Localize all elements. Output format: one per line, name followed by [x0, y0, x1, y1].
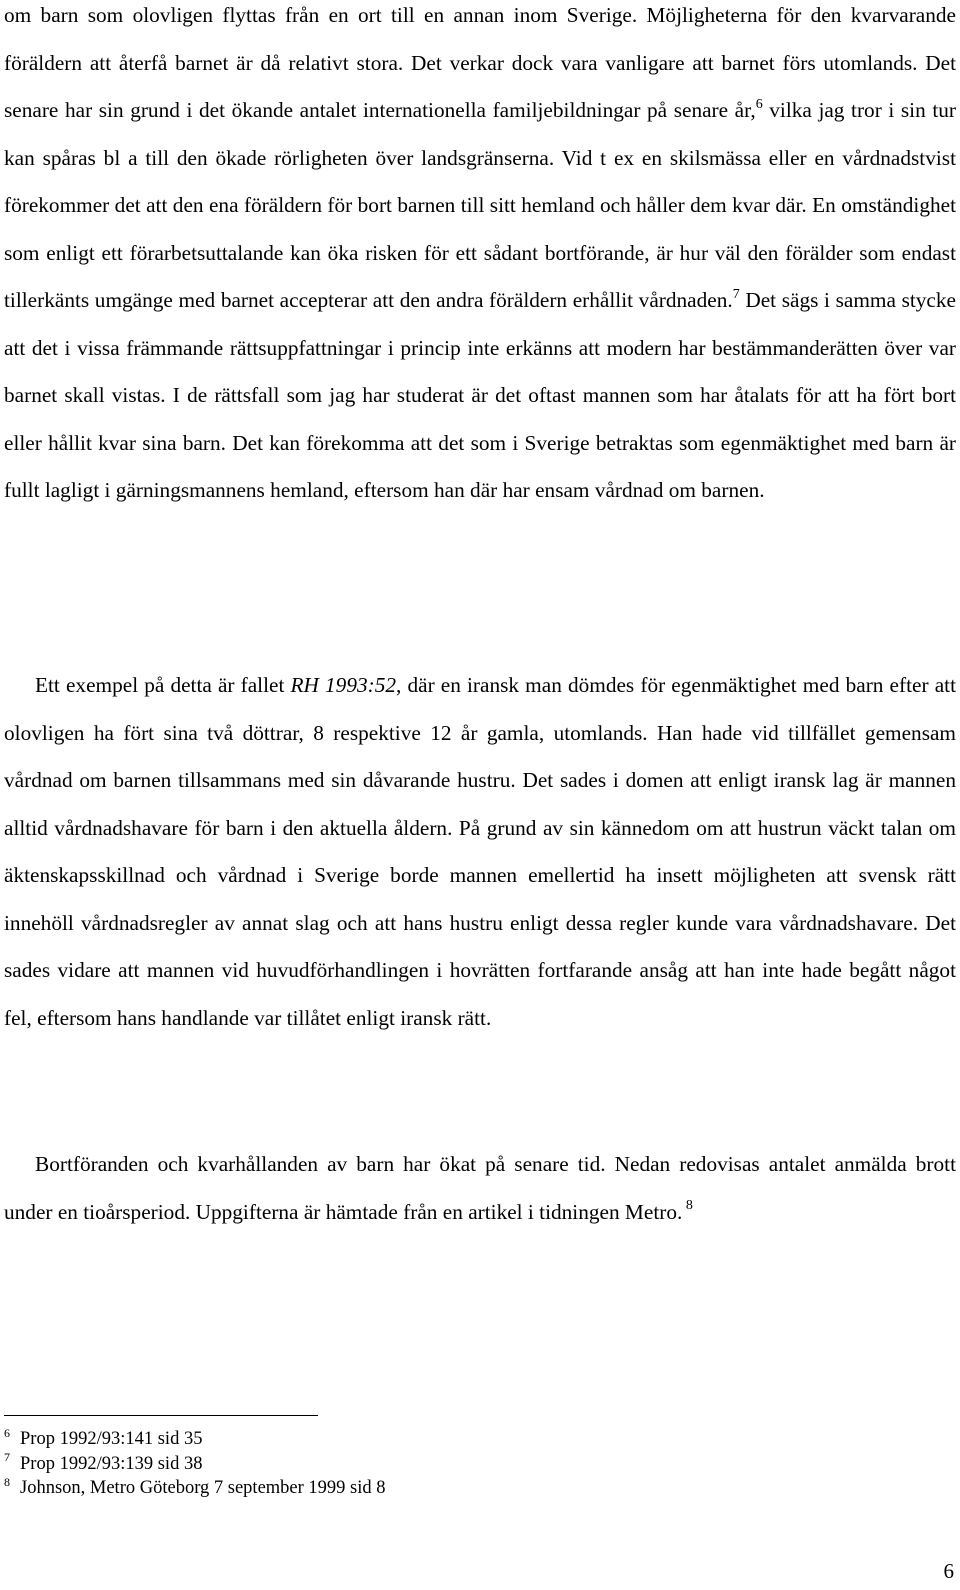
footnote-text: Prop 1992/93:141 sid 35: [20, 1429, 203, 1449]
footnotes: [4, 1427, 704, 1501]
footnote-text: Prop 1992/93:139 sid 38: [20, 1453, 203, 1474]
footnote-separator: [4, 1415, 318, 1416]
text-segment: Det sägs i samma stycke att det i vissa främmande rättsuppfattningar i princip inte erkänns att modern har bestämmanderätten över var barnet skall vistas. I de rättsfall som jag har studerat är det oftast mannen som har åtalats för att ha fört bort eller hållit kvar sina barn. Det kan förekomma att det som i Sverige betraktas som egenmäktighet med barn är fullt lagligt i gärningsmannens hemland, eftersom han där har ensam vårdnad om barnen.: [4, 288, 956, 502]
page-number: 6: [943, 1559, 954, 1583]
footnote-text: Johnson, Metro Göteborg 7 september 1999 sid 8: [20, 1478, 386, 1498]
footnote-6: 6 Prop 1992/93:141 sid 35: [4, 1425, 203, 1449]
body-paragraph-2: [4, 662, 956, 1042]
text-segment: vilka jag tror i sin tur kan spåras bl a till den ökade rörligheten över landsgränserna. Vid t ex en skilsmässa eller en vårdnadstvist förekommer det att den ena föräldern för bort barnen till sitt hemland och håller dem kvar där. En omständighet som enligt ett förarbetsuttalande kan öka risken för ett sådant bortförande, är hur väl den förälder som endast tillerkänts umgänge med barnet accepterar att den andra föräldern erhållit vårdnaden.: [4, 98, 956, 312]
footnote-ref-6[interactable]: 6: [755, 96, 763, 112]
text-segment: , där en iransk man dömdes för egenmäktighet med barn efter att olovligen ha fört sina två döttrar, 8 respektive 12 år gamla, utomlands. Han hade vid tillfället gemensam vårdnad om barnen tillsammans med sin dåvarande hustru. Det sades i domen att enligt iransk lag är mannen alltid vårdnadshavare för barn i den aktuella åldern. På grund av sin kännedom om att hustrun väckt talan om äktenskapsskillnad och vårdnad i Sverige borde mannen emellertid ha insett möjligheten att svensk rätt innehöll vårdnadsregler av annat slag och att hans hustru enligt dessa regler kunde vara vårdnadshavare. Det sades vidare att mannen vid huvudförhandlingen i hovrätten fortfarande ansåg att han inte hade begått något fel, eftersom hans handlande var tillåtet enligt iransk rätt.: [4, 673, 956, 1030]
text-segment: om barn som olovligen flyttas från en ort till en annan inom Sverige. Möjligheterna för den kvarvarande föräldern att återfå barnet är då relativt stora. Det verkar dock vara vanligare att barnet förs utomlands. Det senare har sin grund i det ökande antalet internationella familjebildningar på senare år,: [4, 3, 956, 122]
footnote-7: 7 Prop 1992/93:139 sid 38: [4, 1450, 203, 1474]
text-segment: Bortföranden och kvarhållanden av barn har ökat på senare tid. Nedan redovisas antalet anmälda brott under en tioårsperiod. Uppgifterna är hämtade från en artikel i tidningen Metro.: [4, 1152, 956, 1224]
footnote-8: 8 Johnson, Metro Göteborg 7 september 1999 sid 8: [4, 1474, 386, 1498]
footnote-ref-7[interactable]: 7: [732, 286, 740, 302]
body-paragraph-3: [4, 1141, 956, 1236]
body-paragraph-1: [4, 0, 956, 515]
text-segment: Ett exempel på detta är fallet: [35, 673, 291, 697]
case-reference: RH 1993:52: [290, 673, 397, 697]
footnote-ref-8[interactable]: 8: [682, 1198, 693, 1214]
